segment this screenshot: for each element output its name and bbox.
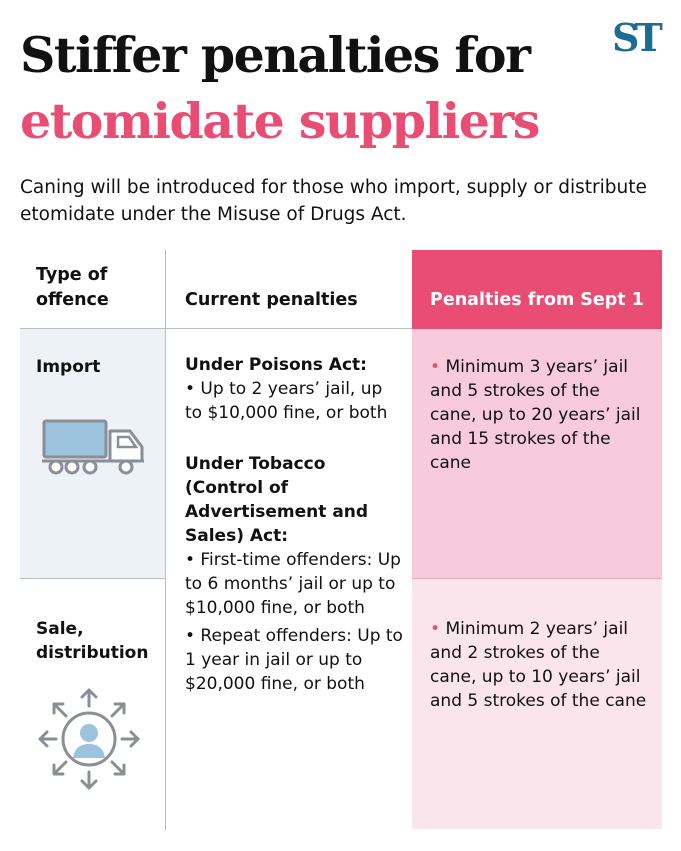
tobacco-act-item-first: • First-time offenders: Up to 6 months’ jail or up to $10,000 fine, or both	[185, 550, 401, 618]
subtitle: Caning will be introduced for those who import, supply or distribute etomidate under the Misuse of Drugs Act.	[20, 177, 647, 225]
poisons-act-item: • Up to 2 years’ jail, up to $10,000 fine, or both	[185, 379, 388, 423]
row-divider-left	[20, 578, 165, 579]
import-new-penalty-text: Minimum 3 years’ jail and 5 strokes of the cane, up to 20 years’ jail and 15 strokes of the cane	[430, 357, 641, 473]
truck-icon	[40, 415, 146, 481]
sale-new-penalty-text: Minimum 2 years’ jail and 2 strokes of the cane, up to 10 years’ jail and 5 strokes of the cane	[430, 619, 647, 711]
row-label-import: Import	[36, 357, 101, 377]
poisons-act-title: Under Poisons Act:	[185, 355, 367, 375]
bullet-dot: •	[430, 619, 441, 639]
row-label-sale: Sale, distribution	[36, 619, 149, 663]
header-divider	[20, 328, 412, 329]
bullet-dot: •	[430, 357, 441, 377]
title-line-1: Stiffer penalties for	[20, 26, 530, 84]
column-header-new: Penalties from Sept 1	[430, 290, 644, 310]
person-distribution-icon	[36, 686, 142, 792]
poisons-act-section	[185, 353, 403, 425]
import-new-penalty	[430, 355, 650, 475]
tobacco-act-item-repeat: • Repeat offenders: Up to 1 year in jail or up to $20,000 fine, or both	[185, 626, 403, 694]
column-header-type: Type of offence	[36, 265, 109, 310]
tobacco-act-section	[185, 452, 403, 696]
page-title	[20, 22, 539, 154]
column-divider-1	[165, 250, 166, 830]
row-divider-right	[412, 578, 662, 579]
tobacco-act-title: Under Tobacco (Control of Advertisement and Sales) Act:	[185, 454, 369, 546]
column-header-current: Current penalties	[185, 290, 358, 310]
sale-new-penalty	[430, 617, 650, 713]
title-line-2: etomidate suppliers	[20, 92, 539, 150]
st-logo: ST	[612, 15, 658, 60]
